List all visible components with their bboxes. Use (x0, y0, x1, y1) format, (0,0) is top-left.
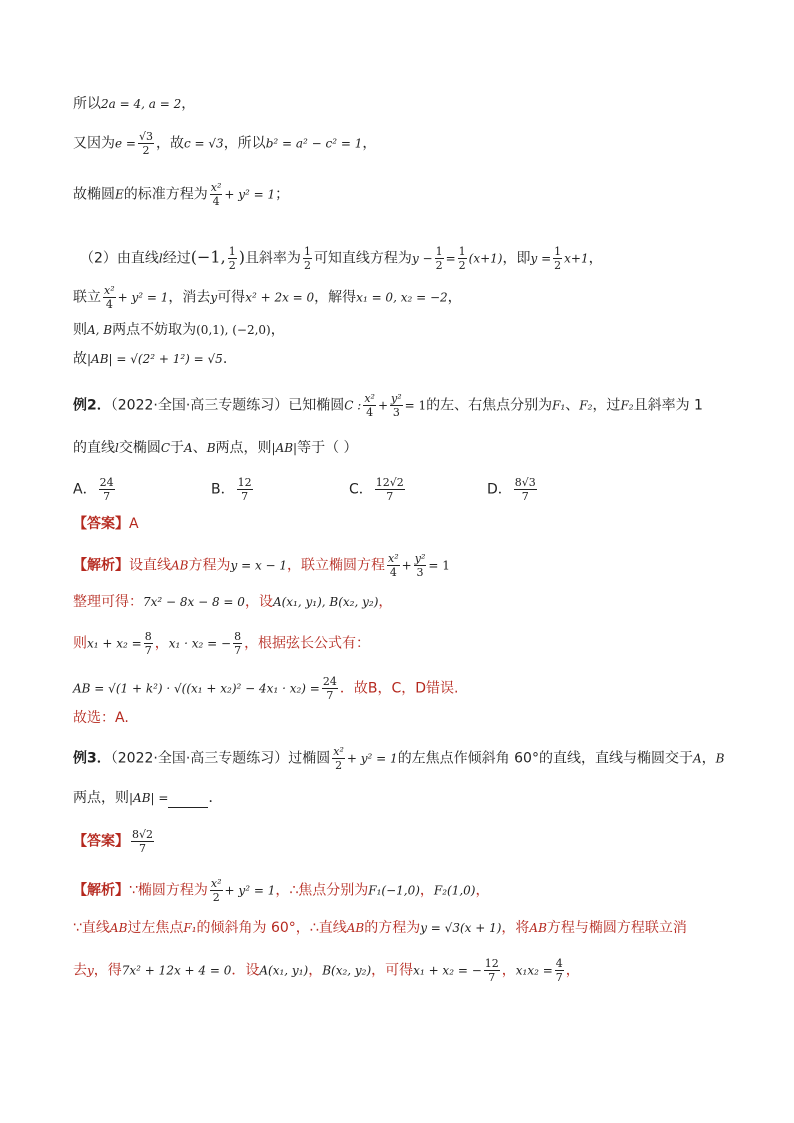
text: ． (208, 790, 223, 806)
math: x₁ + x₂ = (87, 636, 142, 651)
math: x₁ + x₂ = − (413, 963, 482, 978)
option-b[interactable] (211, 476, 349, 503)
math: x₁ · x₂ = − (168, 636, 232, 651)
option-key: A． (73, 481, 97, 498)
text: ，可得 (371, 962, 414, 979)
text: 且斜率为 (244, 250, 301, 267)
punct: ， (181, 96, 196, 112)
frac-den: 2 (142, 144, 150, 157)
answer-label: 【答案】 (73, 833, 129, 850)
text: 故 (73, 351, 87, 367)
text: ， (419, 882, 434, 899)
math: ) (238, 247, 245, 267)
frac-den: 7 (234, 644, 242, 657)
math: y (210, 290, 218, 305)
text: ，所以 (223, 135, 266, 152)
example-label: 例2． (73, 397, 111, 414)
line-eccentricity (73, 130, 376, 157)
text: ．设 (231, 962, 260, 979)
option-key: C． (349, 481, 373, 498)
fraction (484, 957, 500, 984)
text: 联立 (73, 289, 101, 306)
text: 过左焦点 (127, 920, 184, 936)
text: 故椭圆 (73, 186, 115, 203)
math: (0,1), (−2,0) (196, 323, 271, 337)
fraction: $\frac{\text{y²}}{3}$ (414, 552, 426, 579)
fraction (332, 745, 345, 772)
math: E (115, 187, 124, 202)
text: ∵椭圆方程为 (129, 882, 208, 899)
math: y = √3(x + 1) (420, 921, 502, 935)
text: ， (701, 750, 716, 767)
fraction (233, 630, 242, 657)
math: F₁ (183, 921, 197, 935)
text: ，联立椭圆方程 (287, 557, 386, 574)
math: AB (109, 921, 128, 935)
fraction (103, 284, 116, 311)
example2-analysis-line3 (73, 630, 370, 657)
frac-num: 24 (99, 476, 114, 489)
math: + y² = 1 (346, 751, 398, 766)
punct: ； (275, 186, 290, 203)
punct: ， (362, 135, 377, 152)
math: F₂ (620, 398, 634, 413)
frac-den: 2 (228, 259, 236, 272)
text: 又因为 (73, 135, 115, 152)
frac-num: 12 (237, 476, 252, 489)
example3-question-line1 (73, 745, 724, 772)
frac-den: 7 (241, 490, 249, 503)
punct: ， (588, 250, 603, 267)
frac-num: x² (333, 745, 344, 758)
fraction (390, 392, 403, 419)
frac-den: 7 (139, 842, 146, 855)
fraction (303, 245, 312, 272)
frac-den: 7 (555, 971, 563, 984)
frac-den: 7 (488, 971, 496, 984)
text: ，消去 (168, 289, 211, 306)
math: 7x² − 8x − 8 = 0 (143, 595, 245, 609)
math: y = x − 1 (230, 558, 288, 573)
math: y = (530, 251, 552, 266)
frac-num: 4 (555, 957, 563, 970)
fraction: $\frac{1}{2}$ (458, 245, 466, 272)
math: C : (344, 398, 362, 413)
frac-num: 8 (144, 630, 152, 643)
text: 去 (73, 962, 87, 979)
text: ，过 (592, 397, 621, 414)
text: 设直线 (129, 557, 171, 574)
math: x₁ = 0, x₂ = −2 (356, 290, 448, 305)
text: 、 (565, 397, 580, 414)
analysis-label: 【解析】 (73, 882, 129, 899)
frac-den: 4 (105, 298, 113, 311)
text: 经过 (162, 250, 191, 267)
text: 的左、右焦点分别为 (426, 397, 553, 414)
text: 则 (73, 635, 87, 652)
text: 两点，则 (215, 440, 272, 456)
math: (−1, (190, 247, 226, 267)
frac-num: 8√3 (514, 476, 536, 489)
math: B(x₂, y₂) (322, 963, 372, 978)
text: 的方程为 (364, 920, 421, 936)
math: |AB| (271, 441, 298, 455)
fraction: $\frac{1}{2}$ (554, 245, 562, 272)
fraction (514, 476, 537, 503)
text: 、 (192, 440, 207, 456)
text: ，∴焦点分别为 (275, 882, 369, 899)
math: l (158, 251, 163, 266)
answer-blank[interactable] (168, 793, 208, 808)
frac-num: 8√2 (132, 828, 154, 841)
text: 的左焦点作倾斜角 60°的直线，直线与椭圆交于 (397, 750, 693, 767)
line-substitute (73, 284, 462, 311)
text: 所以 (73, 96, 101, 112)
text: ，故 (156, 135, 184, 152)
math: AB (171, 558, 189, 573)
math: + y² = 1 (117, 290, 169, 305)
frac-den: 7 (103, 490, 111, 503)
text: 两点，则 (73, 790, 129, 806)
text: 故选：A. (73, 710, 129, 726)
math: C (160, 441, 171, 455)
text: ， (308, 962, 323, 979)
text: ， (501, 962, 516, 979)
text: ， (565, 962, 580, 979)
text: 方程与椭圆方程联立消 (546, 920, 687, 936)
frac-den: 7 (326, 689, 334, 702)
math: = 1 (404, 398, 427, 413)
text: ， (378, 594, 393, 610)
math: + (377, 398, 389, 413)
punct: ， (270, 322, 285, 338)
math: A (184, 441, 193, 455)
option-c[interactable] (349, 476, 487, 503)
text: ，得 (93, 962, 122, 979)
option-a[interactable] (73, 476, 211, 503)
math: AB = √(1 + k²) · √((x₁ + x₂)² − 4x₁ · x₂) = (73, 681, 320, 696)
line-ellipse-equation (73, 181, 289, 208)
frac-num: x² (364, 392, 375, 405)
math: + y² = 1 (224, 187, 276, 202)
example-label: 例3． (73, 750, 111, 767)
math: x+1 (564, 251, 589, 266)
fraction (210, 181, 223, 208)
fraction: $\frac{\text{x²}}{2}$ (210, 877, 222, 904)
math: y (87, 963, 94, 978)
math: AB (529, 921, 547, 935)
fraction (99, 476, 115, 503)
text: ，即 (502, 250, 531, 267)
example2-question-line2 (73, 438, 358, 458)
text: 且斜率为 1 (633, 397, 703, 414)
math: b² = a² − c² = 1 (265, 136, 363, 151)
math: = (445, 251, 456, 266)
fraction (138, 130, 154, 157)
example2-analysis-line4 (73, 675, 458, 702)
text: 两点不妨取为 (112, 322, 197, 338)
math: F₁ (552, 398, 566, 413)
math: A, B (87, 323, 113, 337)
math: A(x₁, y₁), B(x₂, y₂) (272, 595, 379, 609)
frac-num: x² (104, 284, 115, 297)
frac-num: 1 (303, 245, 311, 258)
math: 7x² + 12x + 4 = 0 (121, 963, 232, 978)
line-ab-length (73, 349, 227, 369)
frac-num: 8 (234, 630, 242, 643)
fraction (237, 476, 253, 503)
frac-den: 3 (392, 406, 400, 419)
fraction (375, 476, 405, 503)
math: B (715, 751, 725, 766)
frac-num: x² (210, 181, 222, 194)
frac-den: 7 (386, 490, 394, 503)
math: + y² = 1 (224, 883, 276, 898)
punct: ， (447, 289, 462, 306)
frac-num: 24 (322, 675, 337, 688)
frac-den: 7 (521, 490, 529, 503)
example2-analysis-line1: 【解析】设直线AB方程为y = x − 1，联立椭圆方程 $\frac{\text{x²}}{4}$ + $\frac{\text{y²}}{3}$ = 1 (73, 552, 450, 579)
text: ， (154, 635, 169, 652)
fraction (363, 392, 376, 419)
frac-num: y² (391, 392, 402, 405)
fraction (131, 828, 154, 855)
frac-den: 7 (144, 644, 152, 657)
text: 的直线 (73, 440, 115, 456)
option-key: B． (211, 481, 235, 498)
frac-den: 2 (335, 759, 343, 772)
text: （2022·全国·高三专题练习）过椭圆 (110, 750, 331, 767)
analysis-label: 【解析】 (73, 557, 129, 574)
line-points (73, 320, 285, 340)
math: F₂(1,0) (433, 883, 476, 898)
fraction (322, 675, 338, 702)
example2-analysis-line5 (73, 708, 129, 728)
frac-den: 2 (303, 259, 311, 272)
text: ，根据弦长公式有： (244, 635, 371, 652)
math: e = (115, 136, 136, 151)
fraction: $\frac{\text{x²}}{4}$ (388, 552, 399, 579)
text: （2022·全国·高三专题练习）已知椭圆 (110, 397, 345, 414)
option-key: D． (487, 481, 512, 498)
text: ，将 (501, 920, 530, 936)
line-part2-line (80, 245, 603, 272)
text: （2）由直线 (80, 250, 159, 267)
math: B (206, 441, 216, 455)
text: ，设 (244, 594, 273, 610)
math: x₁x₂ = (515, 963, 553, 978)
math: c = √3 (184, 136, 224, 151)
math: |AB| = √(2² + 1²) = √5 (87, 352, 223, 366)
frac-num: √3 (138, 130, 153, 143)
math: 2a = 4, a = 2 (101, 97, 182, 111)
text: 交椭圆 (118, 440, 161, 456)
text: 的倾斜角为 60°，∴直线 (196, 920, 347, 936)
math: F₁(−1,0) (368, 883, 420, 898)
example3-question-line2 (73, 788, 222, 808)
math: A(x₁, y₁) (259, 963, 309, 978)
math: y − (411, 251, 433, 266)
text: 于 (170, 440, 185, 456)
example3-analysis-line2 (73, 918, 687, 938)
example3-answer (73, 828, 156, 855)
math: l (115, 441, 119, 455)
text: 等于（ ） (297, 440, 358, 456)
example2-question-line1 (73, 392, 703, 419)
frac-den: 4 (212, 195, 220, 208)
text: 方程为 (188, 557, 231, 574)
math: |AB| = (129, 791, 169, 805)
example3-analysis-line3 (73, 957, 580, 984)
math: F₂ (579, 398, 593, 413)
text: 可知直线方程为 (313, 250, 412, 267)
example3-analysis-line1 (73, 877, 489, 904)
frac-den: 4 (366, 406, 374, 419)
line-a-value (73, 94, 195, 114)
text: ，解得 (314, 289, 357, 306)
example2-analysis-line2 (73, 592, 392, 612)
answer-label: 【答案】 (73, 516, 129, 532)
math: AB (346, 921, 365, 935)
fraction: $\frac{1}{2}$ (435, 245, 443, 272)
frac-num: 12 (484, 957, 499, 970)
math: A (692, 751, 702, 766)
text: ∵直线 (73, 920, 110, 936)
punct: . (222, 351, 228, 367)
math: (x+1) (468, 251, 503, 266)
text: ， (475, 882, 490, 899)
fraction (144, 630, 153, 657)
example2-answer (73, 514, 139, 534)
option-d[interactable] (487, 476, 625, 503)
text: 则 (73, 322, 87, 338)
example2-options (73, 476, 625, 503)
text: 可得 (217, 289, 246, 306)
math: x² + 2x = 0 (245, 290, 315, 305)
text: 整理可得： (73, 594, 143, 610)
text: ．故B，C，D错误. (339, 680, 459, 697)
frac-num: 1 (228, 245, 236, 258)
fraction (228, 245, 237, 272)
text: 的标准方程为 (123, 186, 208, 203)
frac-num: 12√2 (375, 476, 404, 489)
answer-value: A (129, 516, 139, 532)
fraction (555, 957, 564, 984)
